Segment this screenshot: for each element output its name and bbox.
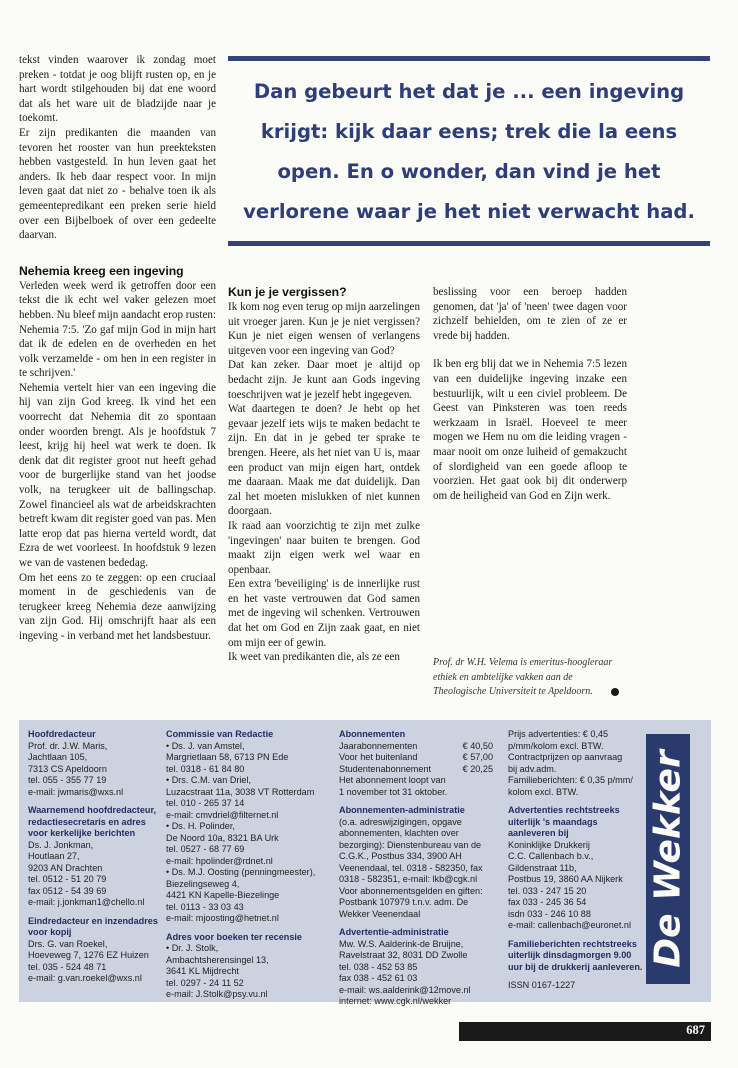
colophon-line: e-mail: mjoosting@hetnet.nl xyxy=(166,913,279,923)
colophon-line: Mw. W.S. Aalderink-de Bruijne, xyxy=(339,938,464,949)
colophon-line: Biezelingseweg 4, xyxy=(166,878,240,889)
colophon-heading: Commissie van Redactie xyxy=(166,729,274,739)
paragraph: Verleden week werd ik getroffen door een tekst die ik echt wel vaker gelezen moet hebben. Nu bleef mijn aandacht erop rusten: Nehemia 7:5. 'Zo gaf mijn God in mijn hart dat ik de edelen en de overheden en het volk verzamelde - om hen in een register in te schrijven.' xyxy=(19,279,216,380)
colophon-line: tel. 0297 - 24 11 52 xyxy=(166,977,244,988)
section-heading: Nehemia kreeg een ingeving xyxy=(19,263,184,278)
colophon-line: isdn 033 - 246 10 88 xyxy=(508,908,591,919)
colophon-line: 1 november tot 31 oktober. xyxy=(339,786,448,797)
pull-quote xyxy=(228,56,710,246)
colophon-line: tel. 0512 - 51 20 79 xyxy=(28,874,107,884)
rate-label: Jaarabonnementen xyxy=(339,740,418,751)
rate-label: Voor het buitenland xyxy=(339,752,418,762)
rate-price: € 57,00 xyxy=(462,752,493,762)
pull-quote-bottom-rule xyxy=(228,241,710,246)
pull-quote-top-rule xyxy=(228,56,710,61)
colophon-line: C.C. Callenbach b.v., xyxy=(508,851,594,861)
article-column-3 xyxy=(433,285,627,503)
colophon-heading: Abonnementen-administratie xyxy=(339,805,465,815)
colophon-line: Contractprijzen op aanvraag xyxy=(508,752,623,762)
colophon-line: Hoeveweg 7, 1276 EZ Huizen xyxy=(28,950,149,960)
colophon-heading: Familieberichten rechtstreeks uiterlijk dinsdagmorgen 9.00 uur bij de drukkerij aanleveren. xyxy=(508,938,643,972)
page-number: 687 xyxy=(686,1023,705,1037)
paragraph: beslissing voor een beroep hadden genomen, dat 'ja' of 'neen' twee dagen voor zichzelf behielden, om te zien of ze er vrede bij hadden. xyxy=(433,286,627,342)
colophon-heading: Adres voor boeken ter recensie xyxy=(166,931,302,942)
byline-text: Prof. dr W.H. Velema is emeritus-hoogleraar ethiek en ambtelijke vakken aan de Theologische Universiteit te Apeldoorn. xyxy=(433,657,613,698)
colophon-line: Ambachtsherensingel 13, xyxy=(166,954,269,965)
colophon-line: 4421 KN Kapelle-Biezelinge xyxy=(166,890,280,900)
colophon-line: Prijs advertenties: € 0,45 xyxy=(508,729,609,739)
paragraph: Ik ben erg blij dat we in Nehemia 7:5 lezen van een duidelijke ingeving inzake een bestuurlijk, wilt u een civiel probleem. De Geest van Pinksteren was toen reeds werkzaam in Israël. Hoeveel te meer mogen we Hem nu om die leiding vragen - maar nooit om onze luiheid of gemakzucht of slordigheid van een goede afloop te voorzien. Het gaat ook bij dit onderwerp om de heiligheid van God en Zijn werk. xyxy=(433,358,627,502)
pull-quote-text: Dan gebeurt het dat je ... een ingeving krijgt: kijk daar eens; trek die la eens open. En o wonder, dan vind je het verlorene waar je het niet verwacht had. xyxy=(243,80,695,223)
article-column-2 xyxy=(228,285,420,665)
colophon-line: e-mail: cmvdriel@filternet.nl xyxy=(166,809,279,820)
colophon-line: Het abonnement loopt van xyxy=(339,775,446,785)
colophon-line: De Noord 10a, 8321 BA Urk xyxy=(166,832,279,843)
rate-label: Studentenabonnement xyxy=(339,763,432,774)
colophon-line: Familieberichten: € 0,35 p/mm/ xyxy=(508,775,633,785)
colophon-line: Ravelstraat 32, 8031 DD Zwolle xyxy=(339,950,468,960)
colophon-line: Luzacstraat 11a, 3038 VT Rotterdam xyxy=(166,786,315,797)
colophon-line: fax 038 - 452 61 03 xyxy=(339,973,418,983)
colophon-heading: Waarnemend hoofdredacteur, redactiesecretaris en adres voor kerkelijke berichten xyxy=(28,805,157,838)
rate-row xyxy=(339,741,493,753)
paragraph: Ik weet van predikanten die, als ze een xyxy=(228,651,400,664)
paragraph: Ik kom nog even terug op mijn aarzelingen uit vroeger jaren. Kun je je niet vergissen? Kun je niet eigen wensen of verlangens uitgeven voor een ingeving van God? xyxy=(228,301,420,357)
masthead-title: De Wekker xyxy=(647,750,689,968)
colophon-line: • Ds. H. Polinder, xyxy=(166,821,235,831)
colophon-line: fax 033 - 245 36 54 xyxy=(508,897,587,907)
issn: ISSN 0167-1227 xyxy=(508,980,576,990)
paragraph: tekst vinden waarover ik zondag moet preken - totdat je oog blijft rusten op, en je hart wordt stilgehouden bij dat ene woord dat als het ware uit de bladzijde naar je toekomt. xyxy=(19,54,216,125)
colophon-line: tel. 0527 - 68 77 69 xyxy=(166,844,245,854)
colophon-line: • Ds. J. van Amstel, xyxy=(166,740,245,751)
colophon-column-advertising xyxy=(508,729,643,992)
colophon-line: Houtlaan 27, xyxy=(28,851,80,861)
rate-row xyxy=(339,764,493,776)
colophon-line: e-mail: J.Stolk@psy.vu.nl xyxy=(166,989,268,999)
colophon-line: kolom excl. BTW. xyxy=(508,786,579,797)
author-byline xyxy=(433,656,627,700)
colophon-line: Ds. J. Jonkman, xyxy=(28,839,94,850)
colophon-line: tel. 035 - 524 48 71 xyxy=(28,961,107,972)
colophon-line: 3641 KL Mijdrecht xyxy=(166,966,239,976)
colophon-line: tel. 033 - 247 15 20 xyxy=(508,885,587,896)
colophon-line: tel. 0318 - 61 84 80 xyxy=(166,763,245,774)
colophon-line: tel. 038 - 452 53 85 xyxy=(339,961,418,972)
rate-price: € 20,25 xyxy=(462,763,493,774)
colophon-line: Jachtlaan 105, xyxy=(28,752,88,762)
colophon-line: tel. 0113 - 33 03 43 xyxy=(166,901,244,912)
paragraph: Wat daartegen te doen? Je hebt op het gevaar jezelf iets wijs te maken bedacht te zijn. En dat in je gebed ter sprake te brengen. Heere, als het niet van U is, maar een product van mijn eigen hart, ontdek me daaraan. Maak me dat duidelijk. Dan zal het moeten mislukken of niet kunnen doorgaan. xyxy=(228,403,420,518)
paragraph: Om het eens zo te zeggen: op een cruciaal moment in de geschiedenis van de terugkeer kreeg Nehemia deze aanwijzing van zijn God. Hij omschrijft haar als een ingeving - in verband met het landsbestuur. xyxy=(19,571,216,642)
colophon-line: Gildenstraat 11b, xyxy=(508,862,577,873)
colophon-line: tel. 010 - 265 37 14 xyxy=(166,798,245,808)
article-column-1 xyxy=(19,53,216,644)
paragraph: Ik raad aan voorzichtig te zijn met zulke 'ingevingen' naar buiten te brengen. God maakt zijn eigen werk wel waar en openbaar. xyxy=(228,519,420,576)
colophon-heading: Eindredacteur en inzendadres voor kopij xyxy=(28,915,158,937)
colophon-line: Margrietlaan 58, 6713 PN Ede xyxy=(166,752,289,762)
page-footer-bar xyxy=(459,1022,711,1041)
colophon-line: e-mail: jwmaris@wxs.nl xyxy=(28,786,124,797)
colophon-line: p/mm/kolom excl. BTW. xyxy=(508,740,604,751)
paragraph: Dat kan zeker. Daar moet je altijd op bedacht zijn. Je kunt aan Gods ingeving toeschrijven wat je jezelf hebt ingegeven. xyxy=(228,359,420,401)
colophon-line: bij adv.adm. xyxy=(508,763,557,774)
colophon-heading: Abonnementen xyxy=(339,729,406,739)
colophon-line: 9203 AN Drachten xyxy=(28,862,103,873)
colophon-line: e-mail: g.van.roekel@wxs.nl xyxy=(28,973,142,983)
colophon-line: • Ds. M.J. Oosting (penningmeester), xyxy=(166,867,316,877)
colophon-line: tel. 055 - 355 77 19 xyxy=(28,775,107,785)
paragraph: Er zijn predikanten die maanden van tevoren het rooster van hun preekteksten hebben vastgesteld. In hun leven gaat het anders. Ik heb daar respect voor. In mijn leven gaat dat niet zo - behalve toen ik als gemeentepredikant een preken serie hield over een Bijbelboek of over een gedeelte daarvan. xyxy=(19,126,216,242)
colophon-line: fax 0512 - 54 39 69 xyxy=(28,885,107,896)
colophon-line: e-mail: hpolinder@rdnet.nl xyxy=(166,855,273,866)
paragraph: Een extra 'beveiliging' is de innerlijke rust en het vaste vertrouwen dat God samen met de ingeving wil schenken. Vertrouwen dat het om God en Zijn zaak gaat, en niet om mijn eer of gewin. xyxy=(228,578,420,649)
colophon-line: Koninklijke Drukkerij xyxy=(508,839,590,850)
colophon-paragraph: Voor abonnementsgelden en giften: Postbank 107979 t.n.v. adm. De Wekker Veenendaal xyxy=(339,885,483,919)
colophon-line: internet: www.cgk.nl/wekker xyxy=(339,996,452,1006)
colophon-heading: Hoofdredacteur xyxy=(28,729,96,739)
colophon-column-subscriptions xyxy=(339,729,493,1008)
colophon-line: Drs. G. van Roekel, xyxy=(28,938,108,949)
colophon-heading: Advertentie-administratie xyxy=(339,927,449,937)
paragraph: Nehemia vertelt hier van een ingeving die hij van zijn God kreeg. Ik vind het een voorrecht dat Nehemia dit zo spontaan onder woorden brengt. Als je hoofdstuk 7 leest, krijg hij heel wat werk te doen. Ik denk dat dit register groot nut heeft gehad voor de burgerlijke stand van het joodse volk, na terugkeer uit de ballingschap. Zowel financieel als wat de arbeidskrachten betreft kwam dit register goed van pas. Men latte erop dat pas hierna verteld wordt, dat Ezra de wet voorleest. In hoofdstuk 9 lezen we van de vastenen bededag. xyxy=(19,381,216,569)
rate-price: € 40,50 xyxy=(462,740,493,751)
rate-row xyxy=(339,752,493,764)
colophon-line: Prof. dr. J.W. Maris, xyxy=(28,740,108,751)
colophon xyxy=(19,720,711,1006)
colophon-line: e-mail: callenbach@euronet.nl xyxy=(508,920,631,930)
masthead-logo xyxy=(646,734,690,984)
colophon-heading: Advertenties rechtstreeks uiterlijk 's maandags aanleveren bij xyxy=(508,805,620,838)
colophon-column-editors xyxy=(28,729,160,985)
colophon-paragraph: (o.a. adreswijzigingen, opgave abonnementen, klachten over bezorging): Dienstenbureau van de C.G.K., Postbus 334, 3900 AH Veenendaal, tel. 0318 - 582350, fax 0318 - 582351, e-mail: lkb@cgk.nl xyxy=(339,816,483,884)
colophon-line: e-mail: j.jonkman1@chello.nl xyxy=(28,897,145,907)
colophon-line: e-mail: ws.aalderink@12move.nl xyxy=(339,984,471,995)
colophon-line: 7313 CS Apeldoorn xyxy=(28,763,107,774)
colophon-line: Postbus 19, 3860 AA Nijkerk xyxy=(508,874,623,884)
colophon-line: • Drs. C.M. van Driel, xyxy=(166,775,252,785)
colophon-column-committee xyxy=(166,729,333,1001)
colophon-line: • Dr. J. Stolk, xyxy=(166,943,219,953)
section-heading: Kun je je vergissen? xyxy=(228,285,347,299)
end-mark-icon xyxy=(611,688,619,696)
